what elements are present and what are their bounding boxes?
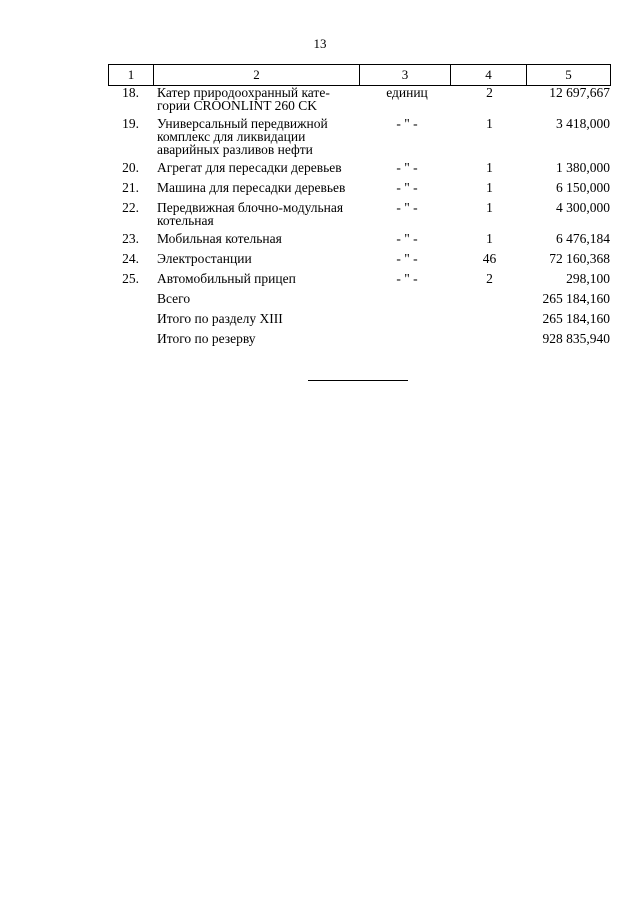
row-unit (362, 292, 452, 312)
row-num: 19. (122, 116, 139, 131)
row-num (108, 332, 153, 352)
row-name-line: Катер природоохранный кате- (157, 85, 330, 100)
row-unit (362, 332, 452, 352)
row-name-line: гории CROONLINT 260 CK (157, 98, 318, 113)
row-name-line: аварийных разливов нефти (157, 142, 313, 157)
row-qty: 1 (486, 231, 493, 246)
row-name-line: Всего (157, 291, 191, 306)
column-header-2: 2 (154, 65, 360, 86)
table-row (108, 252, 610, 272)
row-name (153, 181, 362, 201)
row-num (108, 312, 153, 332)
row-qty: 1 (486, 180, 493, 195)
row-name (153, 312, 362, 332)
table-row (108, 86, 610, 117)
row-unit (362, 312, 452, 332)
table-row (108, 272, 610, 292)
row-qty: 1 (486, 160, 493, 175)
row-qty: 1 (486, 116, 493, 131)
row-name (153, 232, 362, 252)
row-name (153, 201, 362, 232)
row-qty: 46 (482, 251, 497, 266)
row-amount: 3 418,000 (556, 116, 610, 131)
row-qty: 1 (486, 200, 493, 215)
row-amount: 298,100 (566, 271, 610, 286)
row-amount: 12 697,667 (549, 85, 610, 100)
row-num: 20. (122, 160, 139, 175)
row-name-line: Машина для пересадки деревьев (157, 180, 346, 195)
row-qty: 2 (486, 271, 493, 286)
row-name (153, 86, 362, 117)
row-unit: - " - (396, 116, 418, 131)
table-row (108, 312, 610, 332)
row-name (153, 117, 362, 161)
row-name-line: Передвижная блочно-модульная (157, 200, 344, 215)
row-num: 25. (122, 271, 139, 286)
row-num (108, 292, 153, 312)
column-header-5: 5 (527, 65, 611, 86)
row-name (153, 292, 362, 312)
table-row (108, 117, 610, 161)
row-name (153, 272, 362, 292)
row-unit: - " - (396, 251, 418, 266)
row-name (153, 332, 362, 352)
row-name-line: Автомобильный прицеп (157, 271, 296, 286)
row-name-line: Итого по резерву (157, 331, 256, 346)
row-amount: 72 160,368 (549, 251, 610, 266)
page-number: 13 (313, 36, 327, 51)
row-amount: 6 476,184 (556, 231, 610, 246)
end-separator-line (308, 380, 408, 381)
row-unit: - " - (396, 180, 418, 195)
row-name-line: Итого по разделу XIII (157, 311, 283, 326)
table-row (108, 292, 610, 312)
row-amount: 4 300,000 (556, 200, 610, 215)
table-row (108, 232, 610, 252)
column-header-3: 3 (360, 65, 451, 86)
row-unit: - " - (396, 200, 418, 215)
row-unit: - " - (396, 160, 418, 175)
row-name-line: Мобильная котельная (157, 231, 282, 246)
row-name (153, 252, 362, 272)
equipment-list (108, 86, 610, 352)
row-qty (452, 312, 527, 332)
column-number-header (108, 64, 611, 86)
row-num: 22. (122, 200, 139, 215)
column-header-4: 4 (451, 65, 527, 86)
row-name-line: котельная (157, 213, 214, 228)
row-amount: 265 184,160 (542, 291, 610, 306)
row-unit: единиц (386, 85, 428, 100)
row-name (153, 161, 362, 181)
row-unit: - " - (396, 231, 418, 246)
table-row (108, 332, 610, 352)
table-row (108, 201, 610, 232)
row-amount: 928 835,940 (542, 331, 610, 346)
row-amount: 6 150,000 (556, 180, 610, 195)
column-header-1: 1 (109, 65, 154, 86)
row-name-line: комплекс для ликвидации (157, 129, 306, 144)
row-name-line: Электростанции (157, 251, 252, 266)
row-num: 23. (122, 231, 139, 246)
row-num: 18. (122, 85, 139, 100)
table-row (108, 161, 610, 181)
row-num: 24. (122, 251, 139, 266)
row-qty (452, 332, 527, 352)
row-name-line: Универсальный передвижной (157, 116, 328, 131)
row-qty (452, 292, 527, 312)
row-unit: - " - (396, 271, 418, 286)
table-row (108, 181, 610, 201)
row-qty: 2 (486, 85, 493, 100)
row-amount: 265 184,160 (542, 311, 610, 326)
row-amount: 1 380,000 (556, 160, 610, 175)
row-num: 21. (122, 180, 139, 195)
row-name-line: Агрегат для пересадки деревьев (157, 160, 342, 175)
